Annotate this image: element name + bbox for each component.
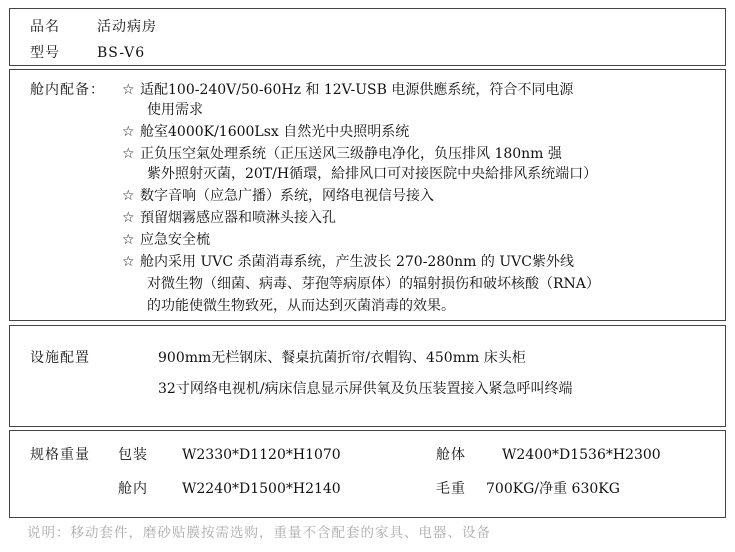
header-box <box>9 8 726 66</box>
cabin-item-6: 应急安全梳 <box>140 232 210 248</box>
star-icon: ☆ <box>122 232 135 248</box>
star-icon: ☆ <box>122 146 135 162</box>
cabin-item-3-line1: 正负压空氣处理系统（正压送风三级静电净化，负压排风 180nm 强 <box>140 146 562 162</box>
package-label: 包装 <box>118 447 148 463</box>
facilities-line1: 900mm无栏钢床、餐桌抗菌折帘/衣帽钩、450mm 床头柜 <box>158 350 526 366</box>
star-icon: ☆ <box>122 254 135 270</box>
footer-note: 说明：移动套件，磨砂贴膜按需选购，重量不含配套的家具、电器、设备 <box>27 525 491 541</box>
star-icon: ☆ <box>122 124 135 140</box>
cabin-item-4: 数字音响（应急广播）系统，网络电视信号接入 <box>140 188 434 204</box>
cabin-item-5: 預留烟霧感应器和喷淋头接入孔 <box>140 210 336 226</box>
model-value: BS-V6 <box>97 45 146 61</box>
cabin-item-7-line3: 的功能使微生物致死，从而达到灭菌消毒的效果。 <box>147 298 455 314</box>
cabin-item-7-line1: 舱内采用 UVC 杀菌消毒系统，产生波长 270-280nm 的 UVC紫外线 <box>140 254 574 270</box>
cabin-item-1-line1: 适配100-240V/50-60Hz 和 12V-USB 电源供應系统，符合不同电源 <box>140 82 574 98</box>
star-icon: ☆ <box>122 82 135 98</box>
package-value: W2330*D1120*H1070 <box>182 447 341 463</box>
cabin-item-1-line2: 使用需求 <box>147 102 203 118</box>
inner-value: W2240*D1500*H2140 <box>182 481 341 497</box>
star-icon: ☆ <box>122 210 135 226</box>
specs-label: 规格重量 <box>30 447 90 463</box>
specs-box <box>9 430 726 518</box>
inner-label: 舱内 <box>118 481 148 497</box>
name-label: 品名 <box>30 19 60 35</box>
facilities-label: 设施配置 <box>30 350 90 366</box>
star-icon: ☆ <box>122 188 135 204</box>
name-value: 活动病房 <box>97 19 157 35</box>
cabin-item-2: 舱室4000K/1600Lsx 自然光中央照明系统 <box>140 124 410 140</box>
facilities-box <box>9 325 726 427</box>
cabin-item-7-line2: 对微生物（细菌、病毒、芽孢等病原体）的辐射损伤和破坏核酸（RNA） <box>147 276 600 292</box>
weight-value: 700KG/净重 630KG <box>486 481 620 497</box>
body-label: 舱体 <box>436 447 466 463</box>
body-value: W2400*D1536*H2300 <box>502 447 661 463</box>
cabin-item-3-line2: 紫外照射灭菌，20T/H循環，給排风口可对接医院中央給排风系统端口） <box>147 166 598 182</box>
cabin-config-box <box>9 69 726 321</box>
weight-label: 毛重 <box>436 481 466 497</box>
facilities-line2: 32寸网络电视机/病床信息显示屏供氧及负压装置接入紧急呼叫终端 <box>158 381 573 397</box>
model-label: 型号 <box>30 45 60 61</box>
cabin-config-label: 舱内配备： <box>30 82 105 98</box>
